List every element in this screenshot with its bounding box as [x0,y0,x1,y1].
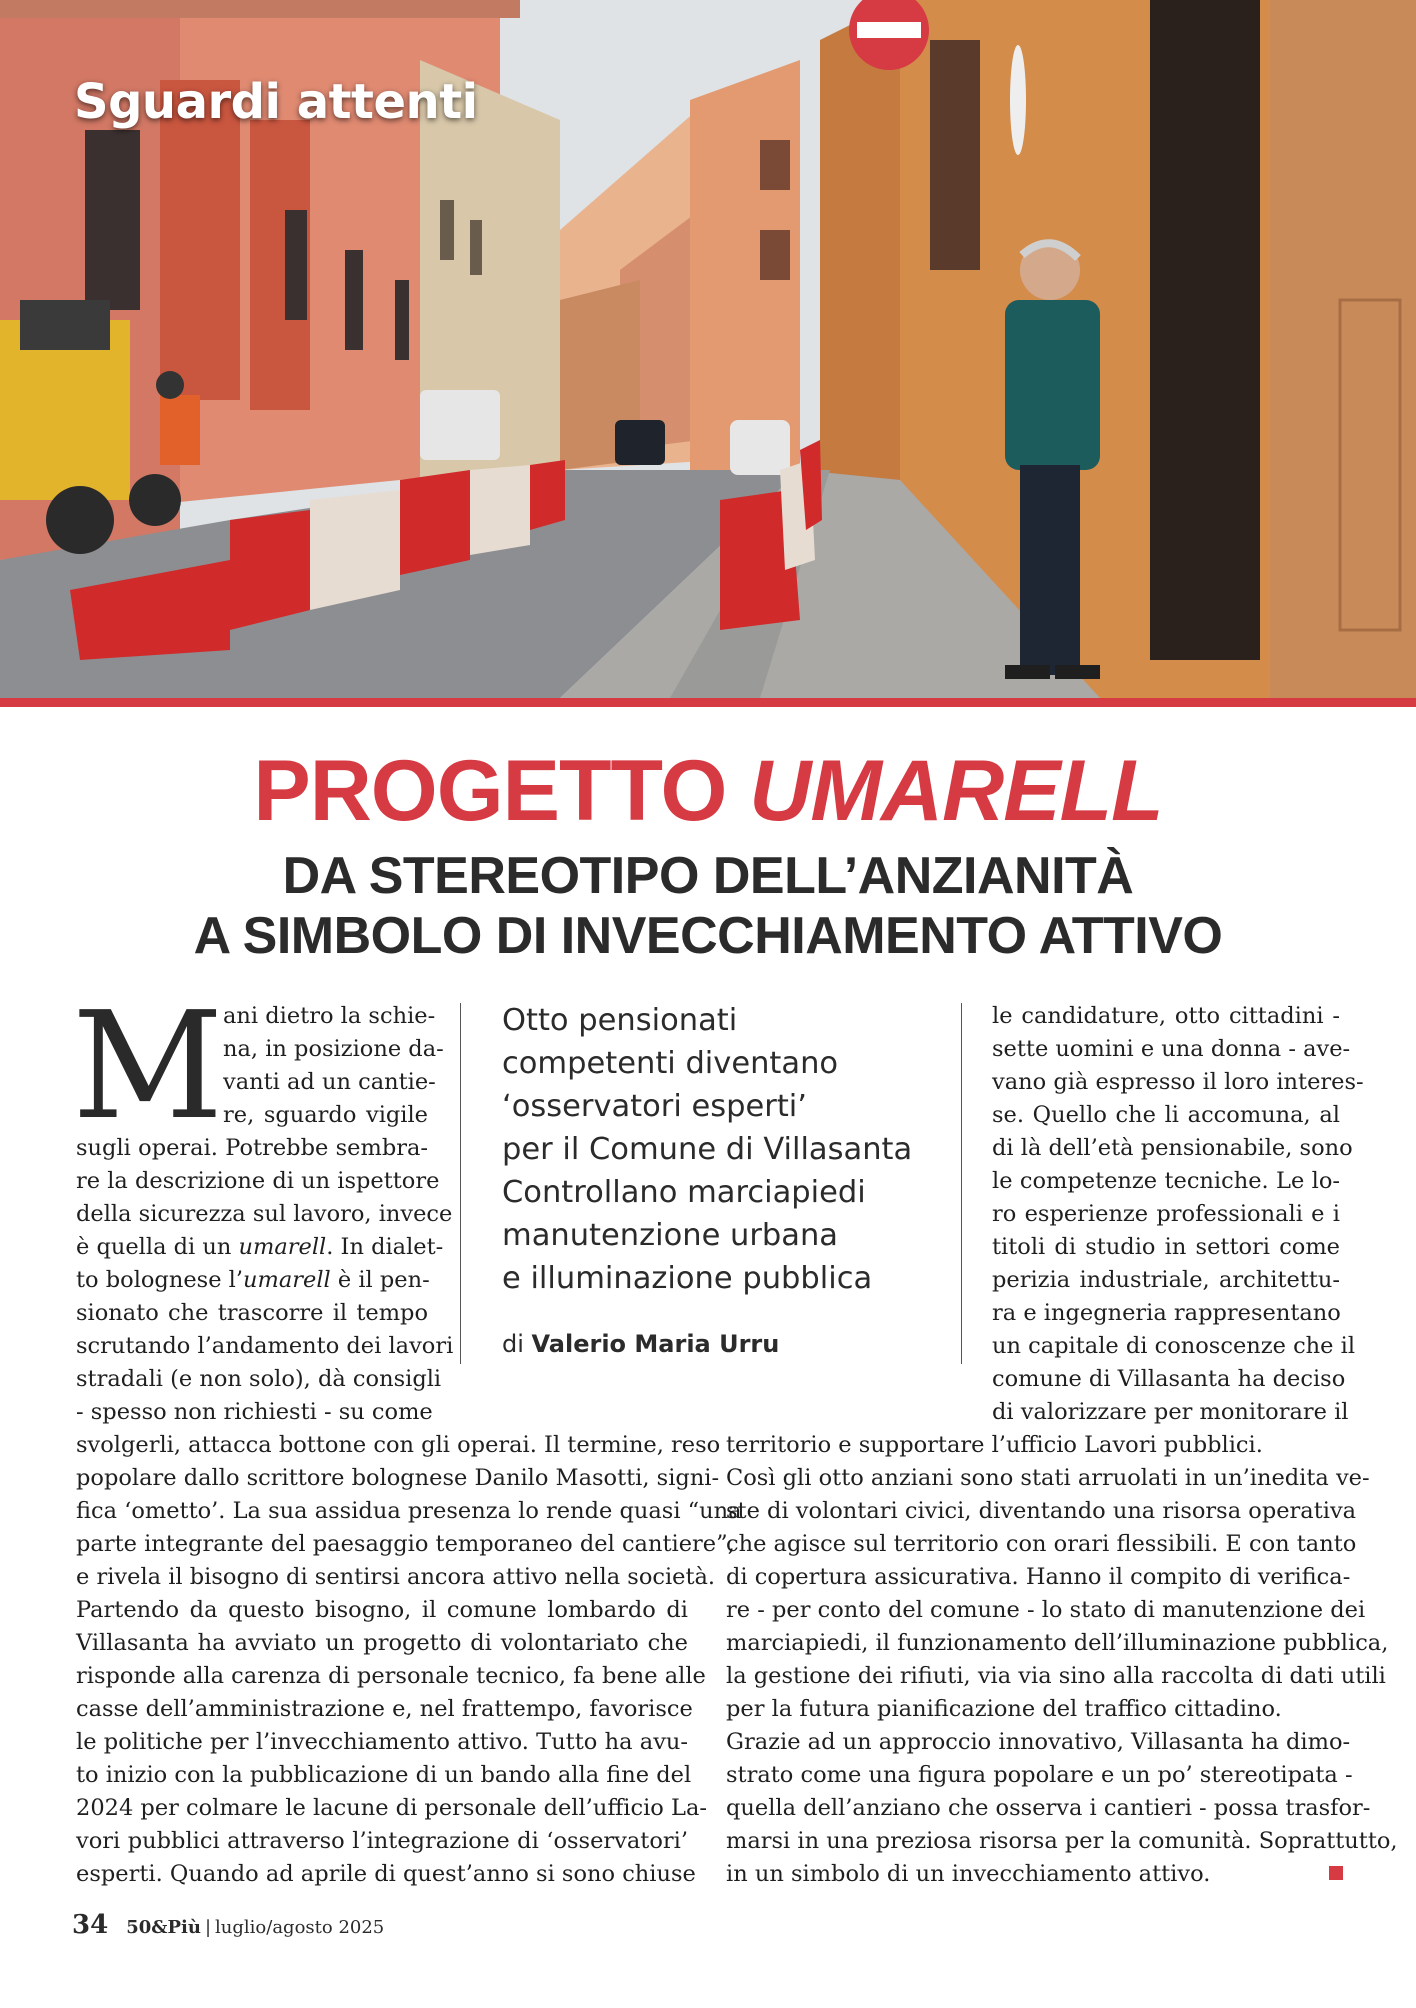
body-line: re - per conto del comune - lo stato di manutenzione dei [726,1597,1366,1623]
title-main: PROGETTO [253,743,750,839]
body-line: le competenze tecniche. Le lo- [992,1168,1340,1194]
deck-line: ‘osservatori esperti’ [502,1089,807,1124]
body-line: to inizio con la pubblicazione di un bando alla fine del [76,1762,692,1788]
subtitle-line-2: A SIMBOLO DI INVECCHIAMENTO ATTIVO [193,907,1223,965]
body-line: risponde alla carenza di personale tecnico, fa bene alle [76,1663,706,1689]
body-line: 2024 per colmare le lacune di personale dell’ufficio La- [76,1795,707,1821]
deck-line: per il Comune di Villasanta [502,1132,913,1167]
body-line: un capitale di conoscenze che il [992,1333,1356,1359]
body-line: parte integrante del paesaggio temporaneo del cantiere”, [76,1531,735,1557]
body-line: vanti ad un cantie- [223,1069,436,1095]
byline [502,1330,779,1358]
body-line: titoli di studio in settori come [992,1234,1340,1260]
body-line: se. Quello che li accomuna, al [992,1102,1340,1128]
magazine-name: 50&Più [126,1917,201,1938]
deck-line: competenti diventano [502,1046,839,1081]
deck-line: manutenzione urbana [502,1218,838,1253]
body-line: ro esperienze professionali e i [992,1201,1340,1227]
deck-right-rule [961,1003,962,1364]
body-line: le politiche per l’invecchiamento attivo. Tutto ha avu- [76,1729,688,1755]
body-line: Così gli otto anziani sono stati arruolati in un’inedita ve- [726,1465,1370,1491]
deck-line: e illuminazione pubblica [502,1261,873,1296]
body-line: strato come una figura popolare e un po’ stereotipata - [726,1762,1353,1788]
body-line: vori pubblici attraverso l’integrazione di ‘osservatori’ [76,1828,688,1854]
body-line: Villasanta ha avviato un progetto di volontariato che [76,1630,688,1656]
section-label: Sguardi attenti [74,74,478,130]
body-line: vano già espresso il loro interes- [992,1069,1364,1095]
body-line: esperti. Quando ad aprile di quest’anno si sono chiuse [76,1861,696,1887]
body-line: marciapiedi, il funzionamento dell’illuminazione pubblica, [726,1630,1389,1656]
byline-author: Valerio Maria Urru [531,1330,780,1358]
body-line: che agisce sul territorio con orari flessibili. E con tanto [726,1531,1357,1557]
body-line: stradali (e non solo), dà consigli [76,1366,442,1392]
body-line: marsi in una preziosa risorsa per la comunità. Soprattutto, [726,1828,1398,1854]
body-line: re, sguardo vigile [223,1102,428,1128]
deck-line: Controllano marciapiedi [502,1175,866,1210]
body-line: fica ‘ometto’. La sua assidua presenza lo rende quasi “una [76,1498,742,1524]
page-number: 34 [72,1910,109,1940]
body-line: scrutando l’andamento dei lavori [76,1333,454,1359]
body-line: le candidature, otto cittadini - [992,1003,1340,1029]
body-line: territorio e supportare l’ufficio Lavori pubblici. [726,1432,1263,1458]
body-line: quella dell’anziano che osserva i cantieri - possa trasfor- [726,1795,1371,1821]
body-line: in un simbolo di un invecchiamento attivo. [726,1861,1211,1887]
body-line: sugli operai. Potrebbe sembra- [76,1135,428,1161]
article-end-mark [1329,1866,1343,1880]
body-line: sionato che trascorre il tempo [76,1300,428,1326]
article-title [0,744,1416,838]
body-line: Partendo da questo bisogno, il comune lombardo di [76,1597,688,1623]
body-line: è quella di un umarell. In dialet- [76,1234,444,1260]
body-line: di copertura assicurativa. Hanno il compito di verifica- [726,1564,1351,1590]
header-divider [0,698,1416,707]
body-line: ra e ingegneria rappresentano [992,1300,1341,1326]
drop-cap: M [72,980,224,1152]
body-line: na, in posizione da- [223,1036,444,1062]
body-line: casse dell’amministrazione e, nel frattempo, favorisce [76,1696,693,1722]
footer-separator: | [204,1917,212,1938]
issue-date: luglio/agosto 2025 [215,1917,385,1938]
page-footer [72,1910,384,1940]
body-line: ste di volontari civici, diventando una risorsa operativa [726,1498,1357,1524]
body-line: Grazie ad un approccio innovativo, Villasanta ha dimo- [726,1729,1351,1755]
body-line: svolgerli, attacca bottone con gli operai. Il termine, reso [76,1432,721,1458]
deck-left-rule [460,1003,461,1364]
body-line: della sicurezza sul lavoro, invece [76,1201,453,1227]
body-line: per la futura pianificazione del traffico cittadino. [726,1696,1282,1722]
body-line: perizia industriale, architettu- [992,1267,1340,1293]
article-deck [502,999,942,1300]
body-line: di valorizzare per monitorare il [992,1399,1349,1425]
body-line: la gestione dei rifiuti, via via sino alla raccolta di dati utili [726,1663,1386,1689]
body-line: e rivela il bisogno di sentirsi ancora attivo nella società. [76,1564,716,1590]
body-line: ani dietro la schie- [223,1003,436,1029]
body-line: di là dell’età pensionabile, sono [992,1135,1353,1161]
body-line: comune di Villasanta ha deciso [992,1366,1346,1392]
body-line: sette uomini e una donna - ave- [992,1036,1351,1062]
body-line: popolare dallo scrittore bolognese Danilo Masotti, signi- [76,1465,720,1491]
deck-line: Otto pensionati [502,1003,738,1038]
body-line: - spesso non richiesti - su come [76,1399,433,1425]
subtitle-line-1: DA STEREOTIPO DELL’ANZIANITÀ [282,847,1134,905]
hero-photo [0,0,1416,698]
body-line: re la descrizione di un ispettore [76,1168,440,1194]
byline-prefix: di [502,1330,532,1358]
title-italic: UMARELL [749,743,1163,839]
body-line: to bolognese l’umarell è il pen- [76,1267,430,1293]
